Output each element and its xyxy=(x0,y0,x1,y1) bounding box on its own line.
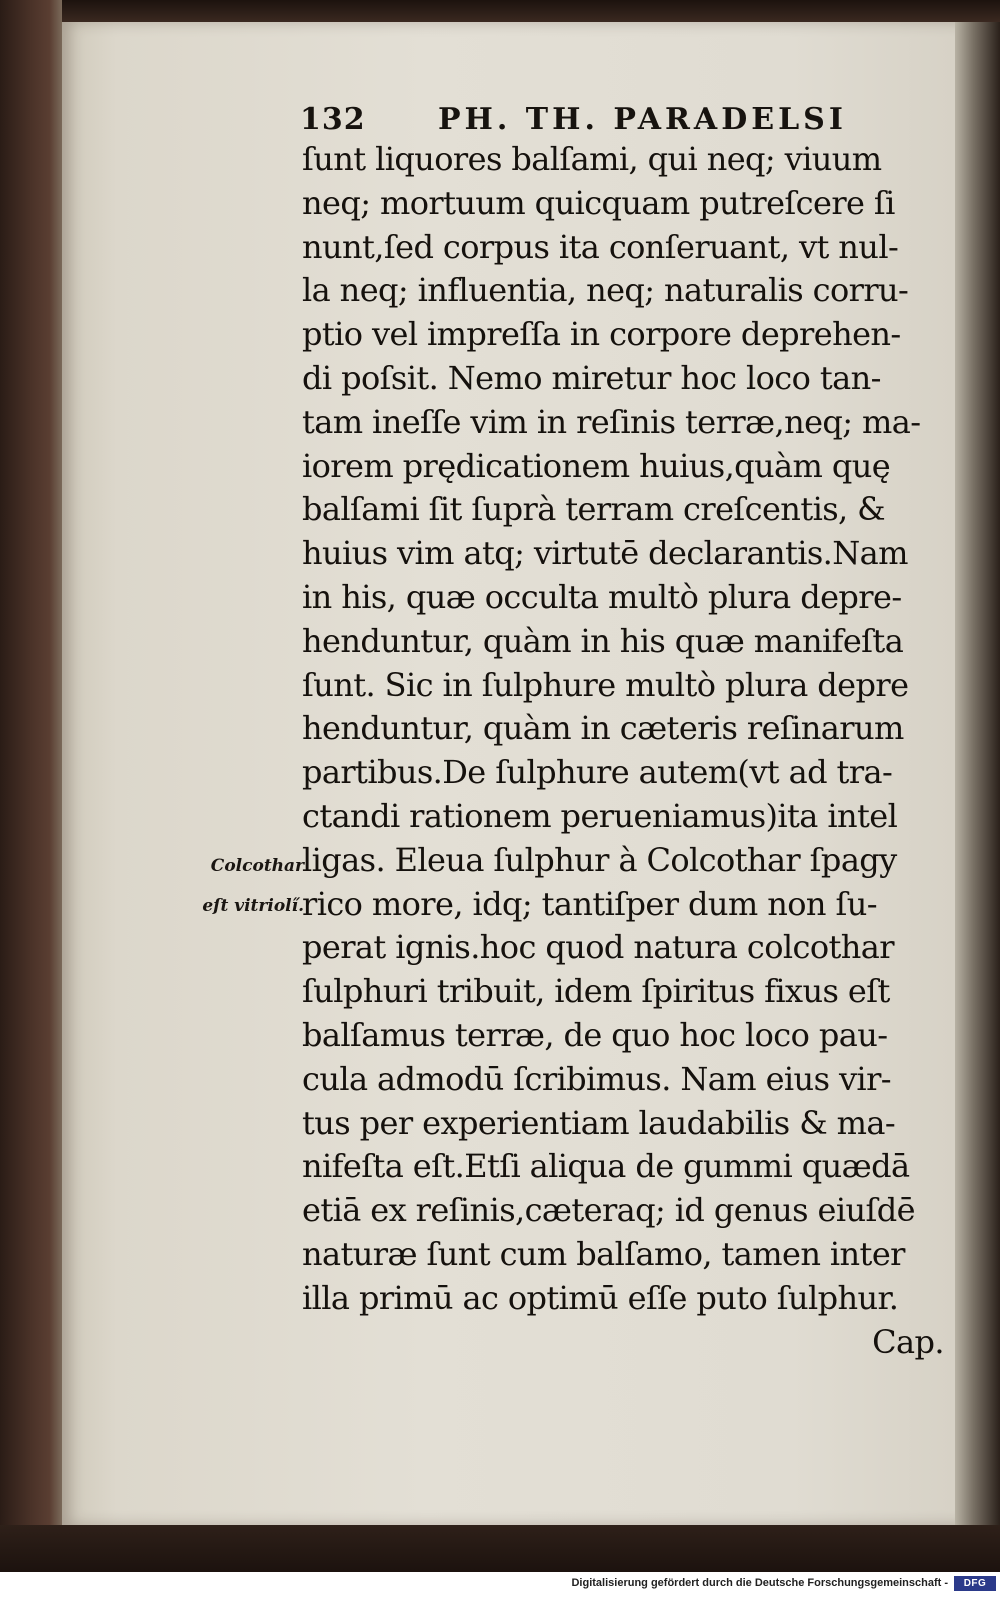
text-line: ſunt. Sic in ſulphure multò plura depre xyxy=(302,665,909,704)
text-line: tam ineſſe vim in reſinis terræ,neq; ma- xyxy=(302,402,921,441)
text-line: partibus.De ſulphure autem(vt ad tra- xyxy=(302,753,893,792)
text-line: henduntur, quàm in cæteris reſinarum xyxy=(302,709,904,748)
text-line: ctandi rationem perueniamus)ita intel xyxy=(302,796,898,835)
text-line: perat ignis.hoc quod natura colcothar xyxy=(302,928,894,967)
text-line: nifeſta eſt.Etſi aliqua de gummi quædā xyxy=(302,1147,910,1186)
text-line: ligas. Eleua ſulphur à Colcothar ſpagy xyxy=(302,840,897,879)
text-line: huius vim atq; virtutē declarantis.Nam xyxy=(302,534,908,573)
text-line: ſulphuri tribuit, idem ſpiritus fixus eſt xyxy=(302,972,890,1011)
text-line: etiā ex reſinis,cæteraq; id genus eiuſdē xyxy=(302,1191,915,1230)
text-line: balſami ſit ſuprà terram creſcentis, & xyxy=(302,490,886,529)
body-text xyxy=(302,138,944,1364)
text-line: nunt,ſed corpus ita conſeruant, vt nul- xyxy=(302,227,899,266)
marginal-note xyxy=(186,846,304,926)
text-line: illa primū ac optimū eſſe puto ſulphur. xyxy=(302,1278,899,1317)
footer-bar xyxy=(0,1572,1000,1597)
book-spine-edge xyxy=(0,0,62,1572)
text-line: cula admodū ſcribimus. Nam eius vir- xyxy=(302,1059,891,1098)
text-line: rico more, idq; tantiſper dum non ſu- xyxy=(302,884,877,923)
text-line: ſunt liquores balſami, qui neq; viuum xyxy=(302,140,882,178)
book-top-edge xyxy=(0,0,1000,22)
catchword: Cap. xyxy=(872,1322,944,1361)
text-line: neq; mortuum quicquam putreſcere ſi xyxy=(302,183,895,222)
text-line: la neq; influentia, neq; naturalis corru- xyxy=(302,271,909,310)
funding-credit: Digitalisierung gefördert durch die Deutsche Forschungsgemeinschaft - xyxy=(571,1577,948,1589)
text-line: henduntur, quàm in his quæ manifeſta xyxy=(302,621,904,660)
dfg-logo: DFG xyxy=(954,1576,996,1591)
running-head: PH. TH. PARADELSI xyxy=(438,102,847,137)
book-bottom-edge xyxy=(0,1525,1000,1572)
marginal-note-line: Colcothar xyxy=(210,856,304,876)
text-line: di poſsit. Nemo miretur hoc loco tan- xyxy=(302,358,881,397)
text-line: naturæ ſunt cum balſamo, tamen inter xyxy=(302,1234,905,1273)
page-right-edge xyxy=(955,22,1000,1525)
text-line: tus per experientiam laudabilis & ma- xyxy=(302,1103,896,1142)
page-number: 132 xyxy=(300,102,366,137)
text-line: iorem prędicationem huius,quàm quę xyxy=(302,446,891,485)
text-line: ptio vel impreſſa in corpore deprehen- xyxy=(302,315,901,354)
text-line: balſamus terræ, de quo hoc loco pau- xyxy=(302,1015,888,1054)
text-line: in his, quæ occulta multò plura depre- xyxy=(302,577,902,616)
marginal-note-line: eſt vitrioli̋. xyxy=(202,896,304,916)
